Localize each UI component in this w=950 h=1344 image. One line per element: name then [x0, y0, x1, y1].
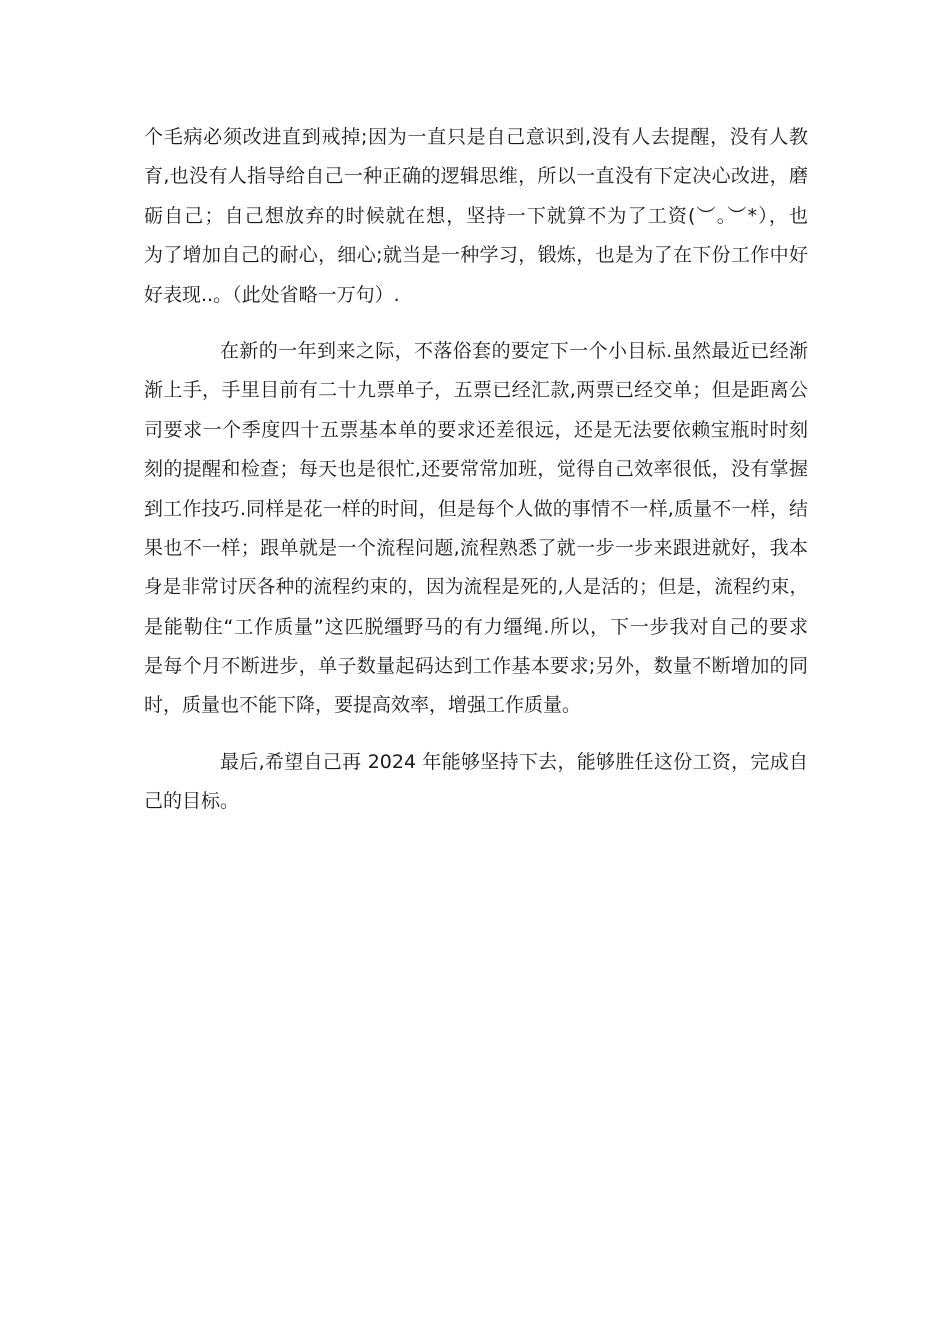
- paragraph-1: [144, 118, 808, 315]
- text-line: 好表现..。（此处省略一万句）.: [144, 283, 400, 306]
- text-line: 在新的一年到来之际，不落俗套的要定下一个小目标.虽然最近已经渐: [220, 339, 808, 362]
- text-line: 身是非常讨厌各种的流程约束的，因为流程是死的,人是活的；但是，流程约束，: [144, 577, 808, 599]
- text-line: 果也不一样；跟单就是一个流程问题,流程熟悉了就一步一步来跟进就好，我本: [144, 536, 808, 559]
- text-line: 到工作技巧.同样是花一样的时间，但是每个人做的事情不一样,质量不一样，结: [144, 497, 808, 520]
- text-line: 是能勒住“工作质量”这匹脱缰野马的有力缰绳.所以，下一步我对自己的要求: [144, 615, 808, 638]
- paragraph-3: [144, 743, 808, 822]
- text-line: 己的目标。: [144, 790, 240, 813]
- text-line: 刻的提醒和检查；每天也是很忙,还要常常加班，觉得自己效率很低，没有掌握: [144, 458, 808, 481]
- paragraph-2: [144, 332, 808, 726]
- document-body: [144, 118, 808, 839]
- text-line: 育,也没有人指导给自己一种正确的逻辑思维，所以一直没有下定决心改进，磨: [144, 165, 808, 188]
- text-line: 是每个月不断进步，单子数量起码达到工作基本要求;另外，数量不断增加的同: [144, 655, 808, 678]
- text-line: 渐上手，手里目前有二十九票单子，五票已经汇款,两票已经交单；但是距离公: [144, 379, 808, 402]
- text-line: 时，质量也不能下降，要提高效率，增强工作质量。: [144, 694, 582, 717]
- text-line: 为了增加自己的耐心，细心;就当是一种学习，锻炼，也是为了在下份工作中好: [144, 244, 808, 267]
- text-line: 砺自己；自己想放弃的时候就在想，坚持一下就算不为了工资(︶。︶*），也: [144, 204, 808, 227]
- text-line: 司要求一个季度四十五票基本单的要求还差很远，还是无法要依赖宝瓶时时刻: [144, 418, 808, 441]
- text-line: 个毛病必须改进直到戒掉;因为一直只是自己意识到,没有人去提醒，没有人教: [144, 126, 808, 148]
- text-line: 最后,希望自己再 2024 年能够坚持下去，能够胜任这份工资，完成自: [220, 750, 808, 773]
